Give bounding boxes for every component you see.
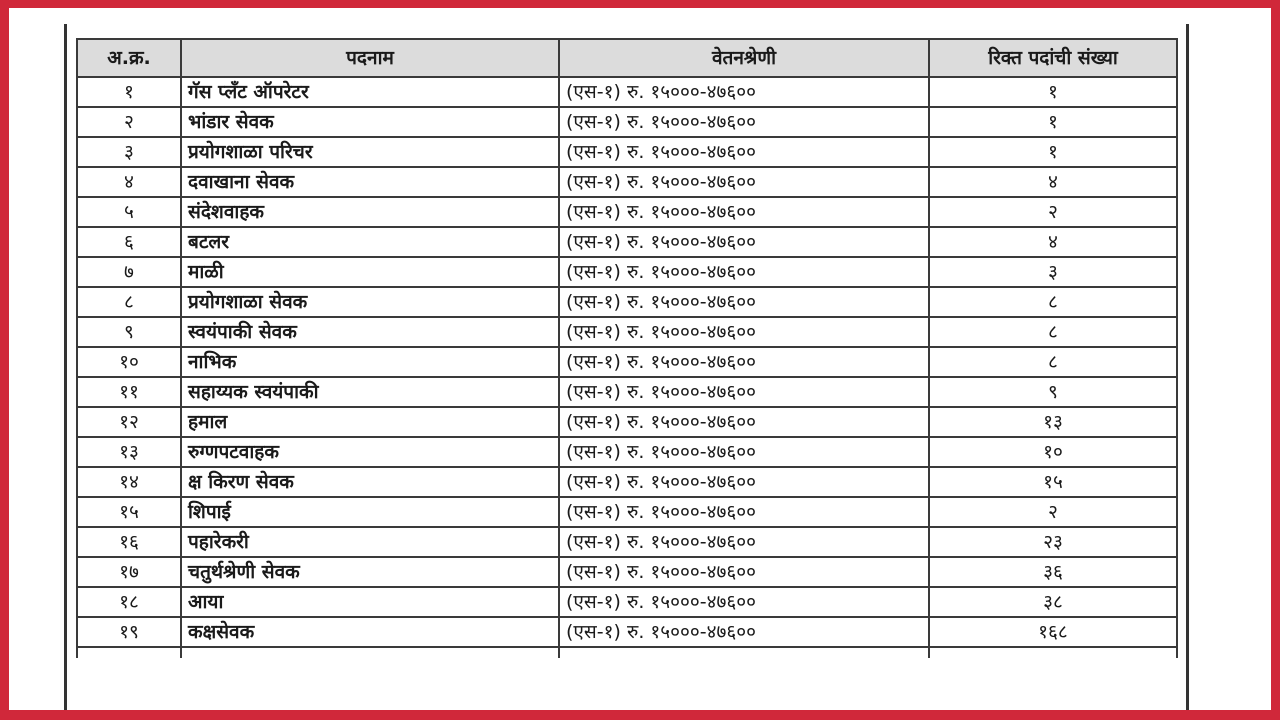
cell-post-name: दवाखाना सेवक	[181, 167, 559, 197]
cell-serial-number: ११	[77, 377, 181, 407]
cell-empty	[929, 647, 1177, 658]
cell-serial-number: १८	[77, 587, 181, 617]
table-row	[77, 137, 1177, 167]
vacancy-table	[76, 38, 1178, 658]
cell-post-name: क्ष किरण सेवक	[181, 467, 559, 497]
cell-pay-scale: (एस-१) रु. १५०००-४७६००	[559, 227, 929, 257]
cell-post-name: प्रयोगशाळा परिचर	[181, 137, 559, 167]
cell-vacancy-count: ९	[929, 377, 1177, 407]
header-post-name: पदनाम	[181, 39, 559, 77]
cell-post-name: माळी	[181, 257, 559, 287]
cell-serial-number: ६	[77, 227, 181, 257]
cell-serial-number: १६	[77, 527, 181, 557]
cell-serial-number: २	[77, 107, 181, 137]
cell-vacancy-count: ३८	[929, 587, 1177, 617]
cell-empty	[559, 647, 929, 658]
cell-serial-number: १९	[77, 617, 181, 647]
cell-pay-scale: (एस-१) रु. १५०००-४७६००	[559, 557, 929, 587]
table-row	[77, 77, 1177, 107]
cell-vacancy-count: १	[929, 107, 1177, 137]
cell-vacancy-count: १५	[929, 467, 1177, 497]
table-row	[77, 167, 1177, 197]
cell-post-name: प्रयोगशाळा सेवक	[181, 287, 559, 317]
cell-post-name: रुग्णपटवाहक	[181, 437, 559, 467]
cell-post-name: नाभिक	[181, 347, 559, 377]
cell-serial-number: ५	[77, 197, 181, 227]
cell-pay-scale: (एस-१) रु. १५०००-४७६००	[559, 437, 929, 467]
cell-vacancy-count: ३६	[929, 557, 1177, 587]
document-right-edge	[1186, 24, 1189, 710]
cell-post-name: हमाल	[181, 407, 559, 437]
cell-pay-scale: (एस-१) रु. १५०००-४७६००	[559, 527, 929, 557]
table-row	[77, 497, 1177, 527]
cell-pay-scale: (एस-१) रु. १५०००-४७६००	[559, 467, 929, 497]
cell-pay-scale: (एस-१) रु. १५०००-४७६००	[559, 197, 929, 227]
table-row	[77, 107, 1177, 137]
cell-vacancy-count: १	[929, 137, 1177, 167]
cell-post-name: आया	[181, 587, 559, 617]
cell-serial-number: १३	[77, 437, 181, 467]
cell-pay-scale: (एस-१) रु. १५०००-४७६००	[559, 407, 929, 437]
cell-pay-scale: (एस-१) रु. १५०००-४७६००	[559, 257, 929, 287]
cell-pay-scale: (एस-१) रु. १५०००-४७६००	[559, 377, 929, 407]
table-header-row	[77, 39, 1177, 77]
cell-post-name: कक्षसेवक	[181, 617, 559, 647]
table-row-cutoff	[77, 647, 1177, 658]
table-row	[77, 527, 1177, 557]
cell-serial-number: ३	[77, 137, 181, 167]
table-row	[77, 287, 1177, 317]
cell-pay-scale: (एस-१) रु. १५०००-४७६००	[559, 317, 929, 347]
table-row	[77, 557, 1177, 587]
cell-serial-number: १५	[77, 497, 181, 527]
header-vacancy-count: रिक्त पदांची संख्या	[929, 39, 1177, 77]
cell-vacancy-count: २३	[929, 527, 1177, 557]
cell-serial-number: ७	[77, 257, 181, 287]
cell-vacancy-count: ४	[929, 167, 1177, 197]
cell-post-name: सहाय्यक स्वयंपाकी	[181, 377, 559, 407]
cell-vacancy-count: ३	[929, 257, 1177, 287]
cell-pay-scale: (एस-१) रु. १५०००-४७६००	[559, 287, 929, 317]
table-row	[77, 317, 1177, 347]
cell-pay-scale: (एस-१) रु. १५०००-४७६००	[559, 107, 929, 137]
cell-serial-number: १७	[77, 557, 181, 587]
table-row	[77, 347, 1177, 377]
table-row	[77, 437, 1177, 467]
table-row	[77, 377, 1177, 407]
cell-post-name: स्वयंपाकी सेवक	[181, 317, 559, 347]
cell-serial-number: ४	[77, 167, 181, 197]
cell-pay-scale: (एस-१) रु. १५०००-४७६००	[559, 167, 929, 197]
cell-pay-scale: (एस-१) रु. १५०००-४७६००	[559, 587, 929, 617]
cell-pay-scale: (एस-१) रु. १५०००-४७६००	[559, 77, 929, 107]
cell-empty	[181, 647, 559, 658]
cell-serial-number: ९	[77, 317, 181, 347]
cell-post-name: चतुर्थश्रेणी सेवक	[181, 557, 559, 587]
cell-pay-scale: (एस-१) रु. १५०००-४७६००	[559, 347, 929, 377]
table-row	[77, 257, 1177, 287]
table-row	[77, 467, 1177, 497]
table-body	[77, 77, 1177, 658]
table-row	[77, 227, 1177, 257]
cell-vacancy-count: ८	[929, 287, 1177, 317]
cell-serial-number: १४	[77, 467, 181, 497]
cell-serial-number: १२	[77, 407, 181, 437]
header-pay-scale: वेतनश्रेणी	[559, 39, 929, 77]
cell-pay-scale: (एस-१) रु. १५०००-४७६००	[559, 137, 929, 167]
cell-vacancy-count: ४	[929, 227, 1177, 257]
table-row	[77, 197, 1177, 227]
cell-post-name: गॅस प्लँट ऑपरेटर	[181, 77, 559, 107]
cell-vacancy-count: ८	[929, 317, 1177, 347]
table-row	[77, 407, 1177, 437]
cell-vacancy-count: १	[929, 77, 1177, 107]
cell-post-name: संदेशवाहक	[181, 197, 559, 227]
cell-post-name: पहारेकरी	[181, 527, 559, 557]
cell-post-name: शिपाई	[181, 497, 559, 527]
cell-serial-number: १	[77, 77, 181, 107]
cell-pay-scale: (एस-१) रु. १५०००-४७६००	[559, 497, 929, 527]
cell-vacancy-count: १३	[929, 407, 1177, 437]
cell-vacancy-count: २	[929, 197, 1177, 227]
cell-vacancy-count: १०	[929, 437, 1177, 467]
cell-vacancy-count: ८	[929, 347, 1177, 377]
cell-serial-number: १०	[77, 347, 181, 377]
cell-vacancy-count: १६८	[929, 617, 1177, 647]
table-row	[77, 587, 1177, 617]
header-serial-number: अ.क्र.	[77, 39, 181, 77]
document-left-edge	[64, 24, 67, 710]
cell-pay-scale: (एस-१) रु. १५०००-४७६००	[559, 617, 929, 647]
cell-post-name: बटलर	[181, 227, 559, 257]
cell-empty	[77, 647, 181, 658]
table-row	[77, 617, 1177, 647]
cell-vacancy-count: २	[929, 497, 1177, 527]
cell-serial-number: ८	[77, 287, 181, 317]
cell-post-name: भांडार सेवक	[181, 107, 559, 137]
